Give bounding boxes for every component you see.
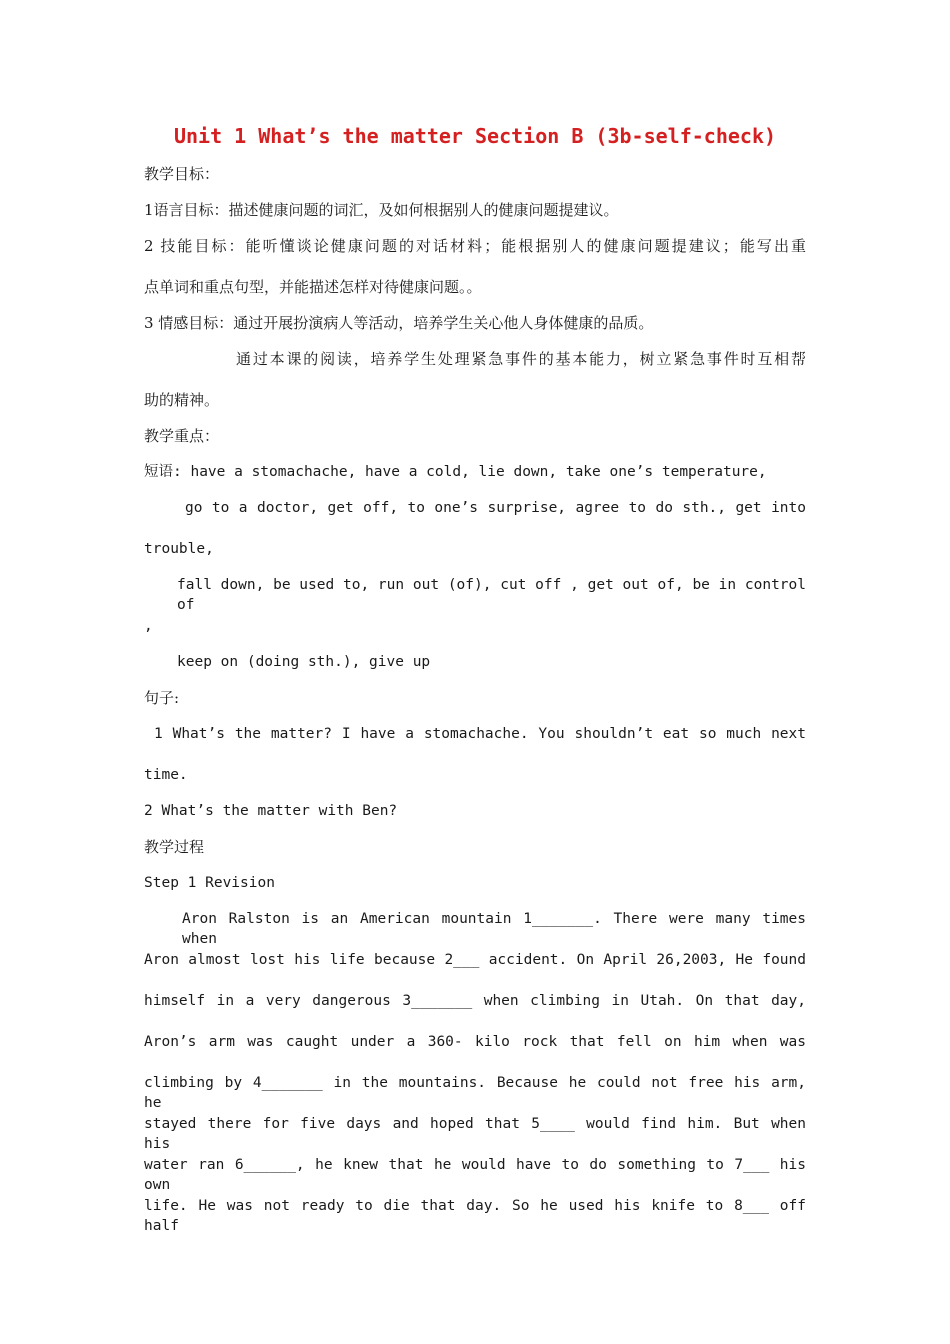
- passage-line-3: himself in a very dangerous 3_______ when climbing in Utah. On that day,: [144, 993, 806, 1009]
- passage-line-4: Aron’s arm was caught under a 360- kilo rock that fell on him when was: [144, 1034, 806, 1050]
- objectives-heading: 教学目标：: [144, 165, 220, 183]
- skill-goal-line-2: 点单词和重点句型，并能描述怎样对待健康问题。。: [144, 278, 482, 296]
- passage-line-5: climbing by 4_______ in the mountains. Because he could not free his arm, he: [144, 1075, 806, 1111]
- phrases-line-2: go to a doctor, get off, to one’s surprise, agree to do sth., get into: [185, 500, 806, 516]
- language-goal: 1语言目标：描述健康问题的词汇，及如何根据别人的健康问题提建议。: [144, 201, 619, 219]
- key-points-heading: 教学重点：: [144, 427, 220, 445]
- passage-line-7: water ran 6______, he knew that he would have to do something to 7___ his own: [144, 1157, 806, 1193]
- emotion-goal-line-2: 通过本课的阅读，培养学生处理紧急事件的基本能力，树立紧急事件时互相帮: [236, 350, 806, 368]
- phrases-line-4: fall down, be used to, run out (of), cut off , get out of, be in control of: [177, 577, 806, 613]
- step-1-heading: Step 1 Revision: [144, 875, 275, 891]
- process-heading: 教学过程: [144, 838, 205, 856]
- phrases-line-6: keep on (doing sth.), give up: [177, 654, 431, 670]
- passage-line-6: stayed there for five days and hoped that 5____ would find him. But when his: [144, 1116, 806, 1152]
- phrases-line-1: 短语: have a stomachache, have a cold, lie down, take one’s temperature,: [144, 464, 767, 480]
- passage-line-8: life. He was not ready to die that day. So he used his knife to 8___ off half: [144, 1198, 806, 1234]
- page-title: Unit 1 What’s the matter Section B (3b-self-check): [173, 124, 777, 148]
- passage-line-2: Aron almost lost his life because 2___ accident. On April 26,2003, He found: [144, 952, 806, 968]
- sentences-heading: 句子:: [144, 689, 180, 707]
- skill-goal-line-1: 2 技能目标：能听懂谈论健康问题的对话材料；能根据别人的健康问题提建议；能写出重: [144, 237, 806, 255]
- sentence-1-line-2: time.: [144, 767, 188, 783]
- emotion-goal-line-1: 3 情感目标：通过开展扮演病人等活动，培养学生关心他人身体健康的品质。: [144, 314, 654, 332]
- phrases-line-3: trouble,: [144, 541, 214, 557]
- sentence-2: 2 What’s the matter with Ben?: [144, 803, 398, 819]
- sentence-1-line-1: 1 What’s the matter? I have a stomachache. You shouldn’t eat so much next: [154, 726, 806, 742]
- passage-line-1: Aron Ralston is an American mountain 1_______. There were many times when: [182, 911, 806, 947]
- phrases-line-5: ,: [144, 618, 153, 634]
- emotion-goal-line-3: 助的精神。: [144, 391, 220, 409]
